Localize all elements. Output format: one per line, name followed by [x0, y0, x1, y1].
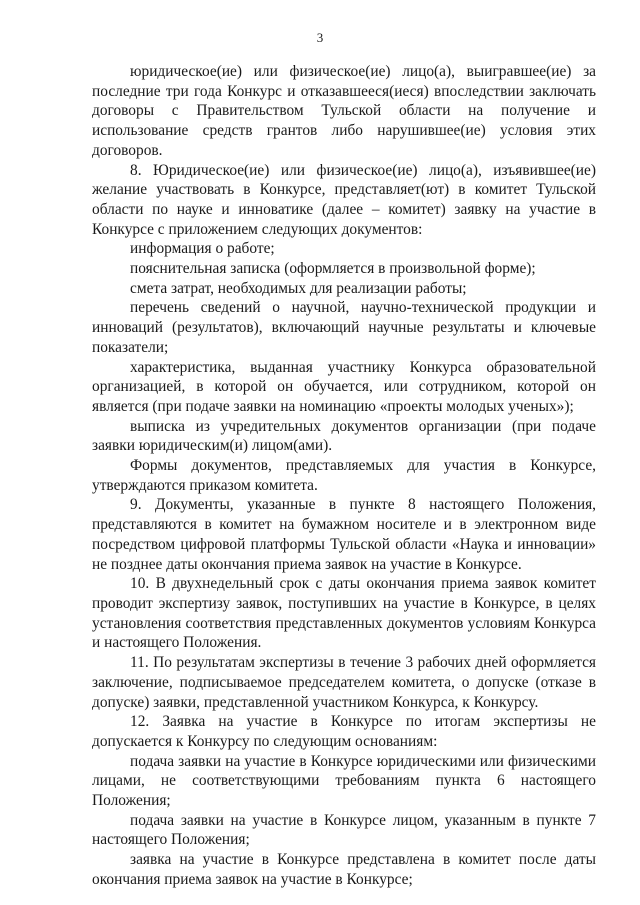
paragraph-item-7-continuation: юридическое(ие) или физическое(ие) лицо(а), выигравшее(ие) за последние три года Конкурс и отказавшееся(иеся) впоследствии заключать договоры с Правительством Тульской области на получение и использование средств грантов либо нарушившее(ие) условия этих договоров. [92, 63, 596, 159]
paragraph-document-forms: Формы документов, представляемых для участия в Конкурсе, утверждаются приказом комитета. [92, 457, 596, 494]
paragraph-clause-10: 10. В двухнедельный срок с даты окончания приема заявок комитет проводит экспертизу заявок, поступивших на участие в Конкурсе, в целях установления соответствия представленных документов условиям Конкурса и настоящего Положения. [92, 575, 596, 652]
list-item-work-info: информация о работе; [130, 240, 275, 258]
paragraph-clause-8: 8. Юридическое(ие) или физическое(ие) лицо(а), изъявившее(ие) желание участвовать в Конкурсе, представляет(ют) в комитет Тульской области по науке и инноватике (далее – комитет) заявку на участие в Конкурсе с приложением следующих документов: [92, 161, 596, 238]
paragraph-clause-12: 12. Заявка на участие в Конкурсе по итогам экспертизы не допускается к Конкурсу по следующим основаниям: [92, 713, 596, 750]
list-item-ground-3: заявка на участие в Конкурсе представлена в комитет после даты окончания приема заявок на участие в Конкурсе; [92, 851, 596, 888]
list-item-explanatory-note: пояснительная записка (оформляется в произвольной форме); [130, 260, 536, 278]
list-item-characteristic: характеристика, выданная участнику Конкурса образовательной организацией, в которой он обучается, или сотрудником, которой он является (при подаче заявки на номинацию «проекты молодых ученых»); [92, 358, 596, 415]
list-item-products-list: перечень сведений о научной, научно-технической продукции и инноваций (результатов), включающий научные результаты и ключевые показатели; [92, 299, 596, 356]
list-item-cost-estimate: смета затрат, необходимых для реализации работы; [130, 279, 467, 297]
list-item-ground-2: подача заявки на участие в Конкурсе лицом, указанным в пункте 7 настоящего Положения; [92, 811, 596, 849]
list-item-extract: выписка из учредительных документов организации (при подаче заявки юридическим(и) лицом(ами). [92, 417, 596, 455]
list-item-ground-1: подача заявки на участие в Конкурсе юридическими или физическими лицами, не соответствующими требованиям пункта 6 настоящего Положения; [92, 752, 596, 810]
paragraph-clause-11: 11. По результатам экспертизы в течение 3 рабочих дней оформляется заключение, подписываемое председателем комитета, о допуске (отказе в допуске) заявки, представленной участником Конкурса, к Конкурсу. [92, 654, 596, 711]
paragraph-clause-9: 9. Документы, указанные в пункте 8 настоящего Положения, представляются в комитет на бумажном носителе и в электронном виде посредством цифровой платформы Тульской области «Наука и инновации» не позднее даты окончания приема заявок на участие в Конкурсе. [92, 496, 596, 573]
document-body [92, 62, 596, 890]
page-number: 3 [316, 30, 324, 45]
